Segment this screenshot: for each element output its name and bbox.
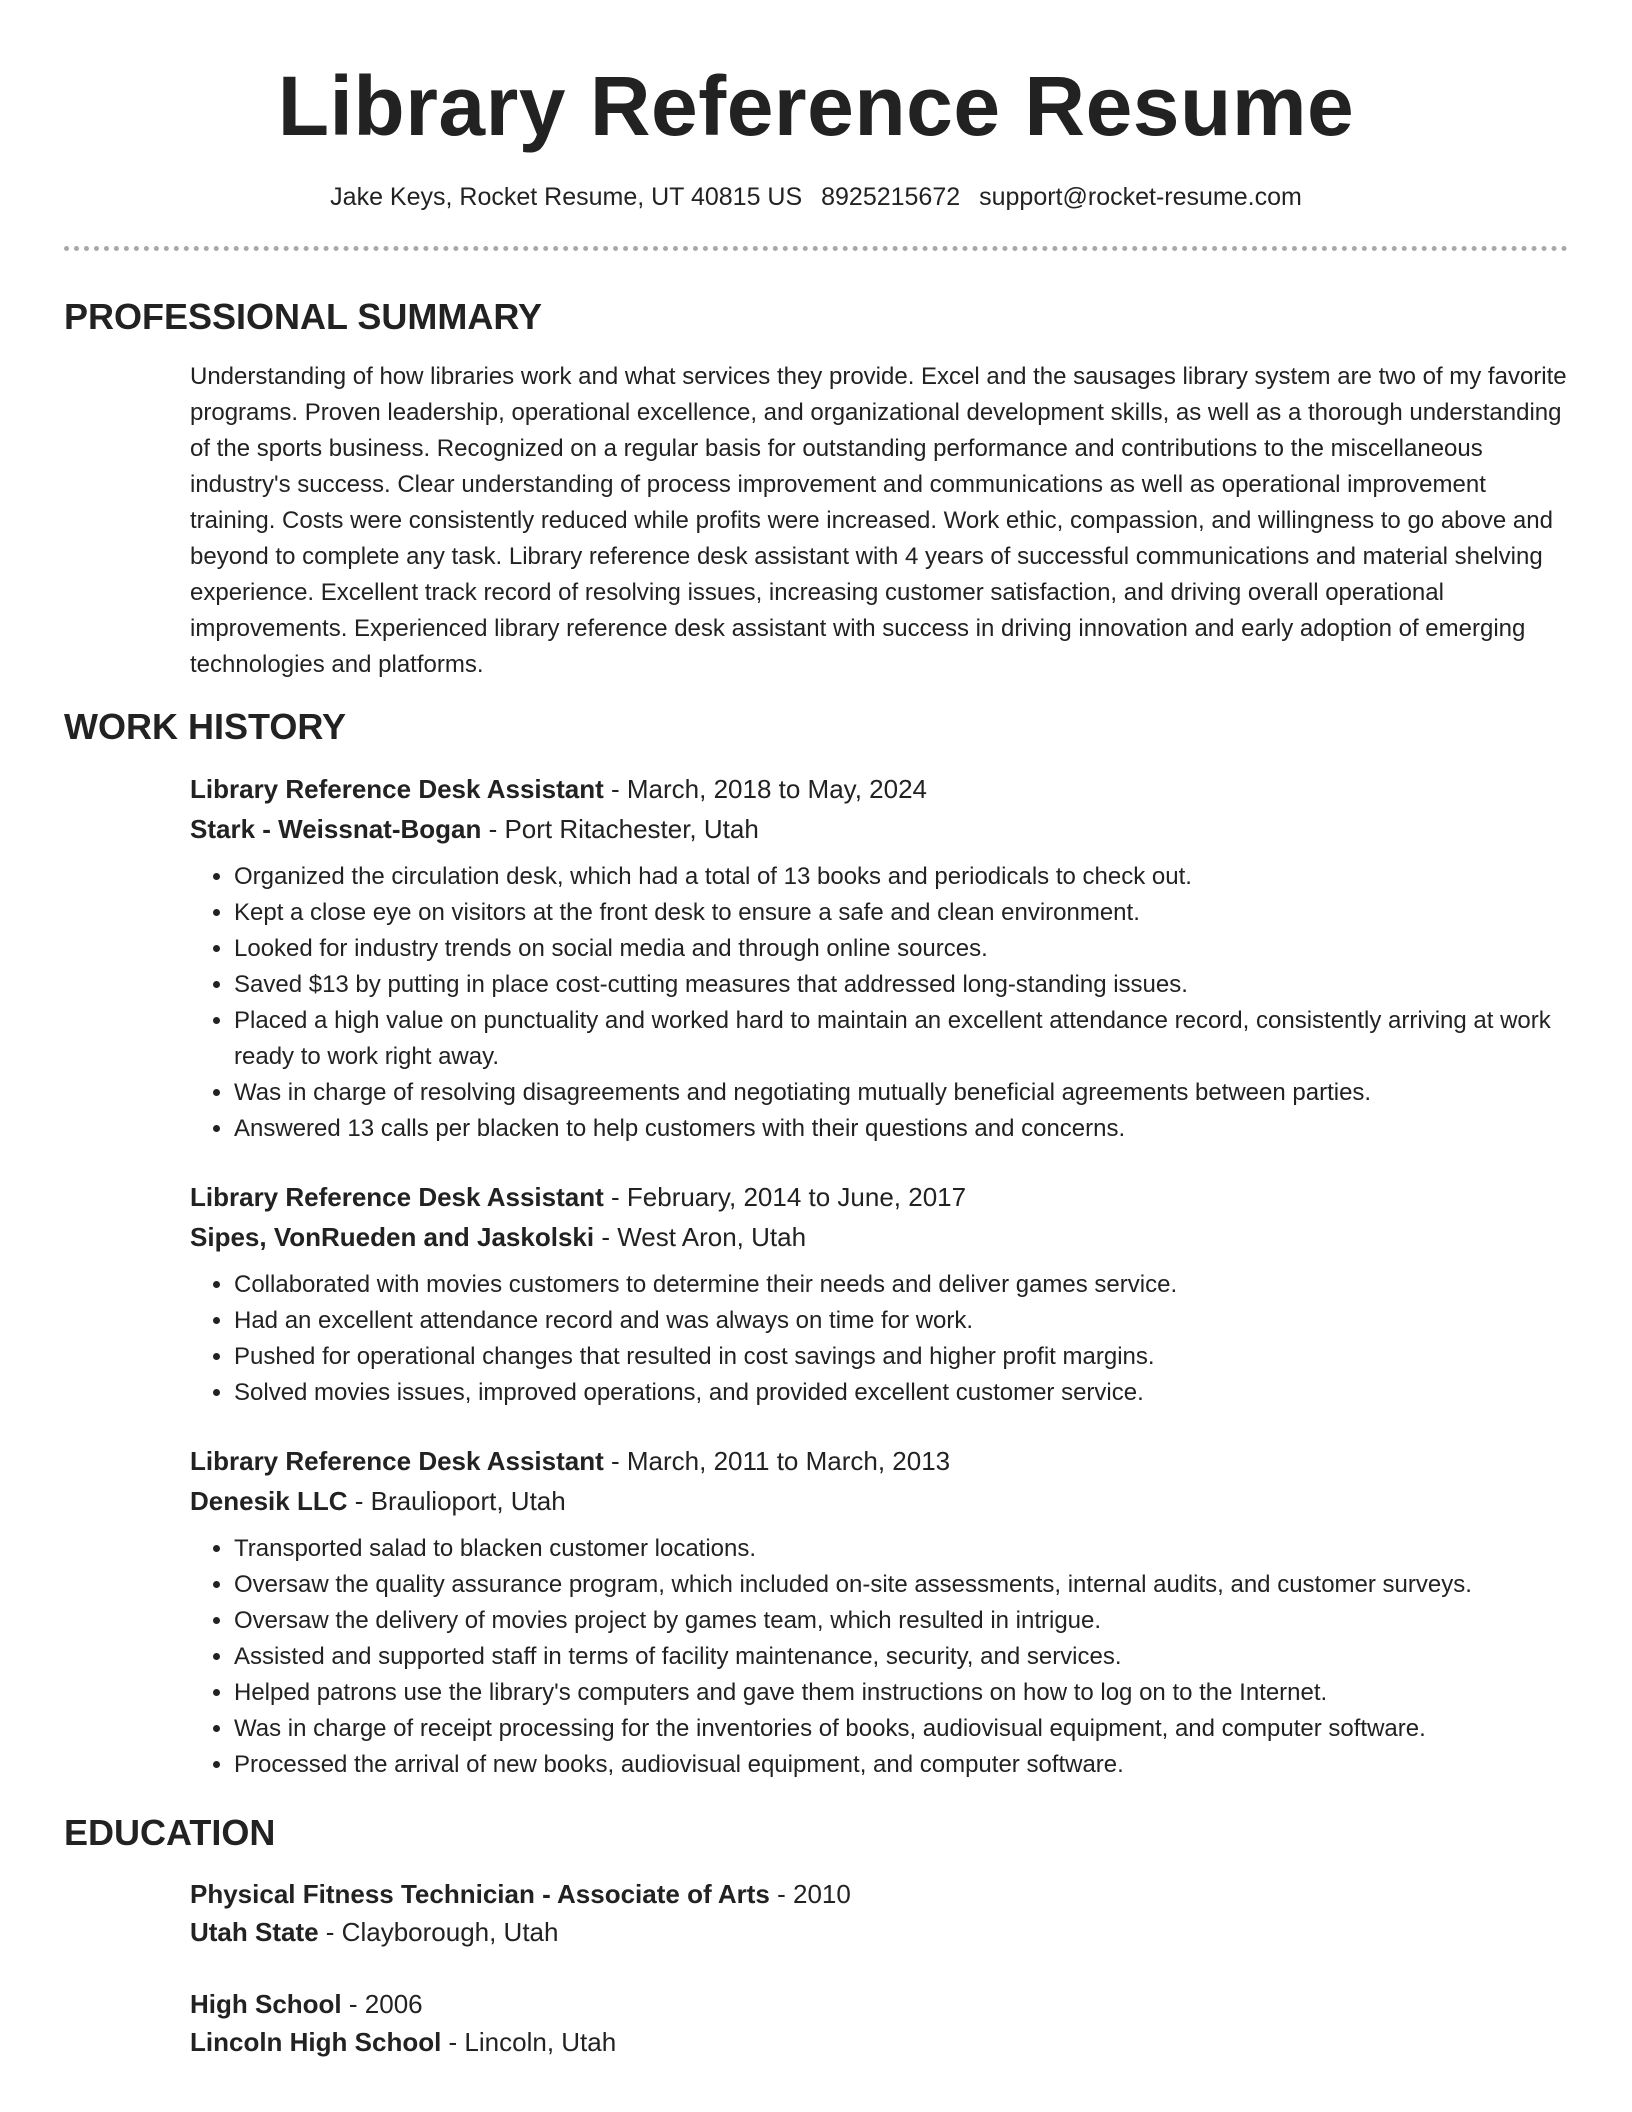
job-bullet: • Collaborated with movies customers to determine their needs and deliver games service. <box>234 1267 1568 1303</box>
job-dates: - March, 2011 to March, 2013 <box>603 1446 951 1476</box>
degree-year: - 2006 <box>341 1989 423 2019</box>
contact-address: Jake Keys, Rocket Resume, UT 40815 US <box>330 183 803 211</box>
resume-title: Library Reference Resume <box>277 59 1355 153</box>
contact-phone: 8925215672 <box>821 183 961 211</box>
school-line <box>190 2023 1568 2061</box>
education-entry <box>190 1985 1568 2061</box>
work-history-section <box>64 705 1568 1783</box>
education-section <box>64 1811 1568 2061</box>
job-bullet: • Pushed for operational changes that resulted in cost savings and higher profit margins. <box>234 1339 1568 1375</box>
job-bullet: • Assisted and supported staff in terms of facility maintenance, security, and services. <box>234 1639 1568 1675</box>
job-bullet: • Looked for industry trends on social media and through online sources. <box>234 931 1568 967</box>
job-title-line <box>190 1441 1568 1481</box>
school-name: Lincoln High School <box>190 2027 442 2057</box>
job-list <box>64 769 1568 1783</box>
job-bullet-list <box>190 1531 1568 1783</box>
job-bullet: • Helped patrons use the library's computers and gave them instructions on how to log on to the Internet. <box>234 1675 1568 1711</box>
job-location: - West Aron, Utah <box>594 1222 807 1252</box>
degree-year: - 2010 <box>769 1879 851 1909</box>
job-company-line <box>190 1481 1568 1521</box>
job-company-line <box>190 1217 1568 1257</box>
job-bullet: • Transported salad to blacken customer locations. <box>234 1531 1568 1567</box>
education-heading: EDUCATION <box>64 1812 276 1853</box>
job-bullet: • Organized the circulation desk, which had a total of 13 books and periodicals to check out. <box>234 859 1568 895</box>
job-bullet: • Had an excellent attendance record and was always on time for work. <box>234 1303 1568 1339</box>
job-company: Sipes, VonRueden and Jaskolski <box>190 1222 595 1252</box>
job-entry <box>190 1177 1568 1411</box>
header-divider <box>64 246 1568 251</box>
degree: Physical Fitness Technician - Associate of Arts <box>190 1879 770 1909</box>
work-history-heading: WORK HISTORY <box>64 706 347 747</box>
job-bullet-list <box>190 1267 1568 1411</box>
job-bullet: • Oversaw the delivery of movies project by games team, which resulted in intrigue. <box>234 1603 1568 1639</box>
job-title: Library Reference Desk Assistant <box>190 1446 604 1476</box>
education-entry <box>190 1875 1568 1951</box>
job-location: - Braulioport, Utah <box>347 1486 566 1516</box>
school-name: Utah State <box>190 1917 319 1947</box>
job-title-line <box>190 1177 1568 1217</box>
job-company: Stark - Weissnat-Bogan <box>190 814 482 844</box>
job-bullet: • Processed the arrival of new books, audiovisual equipment, and computer software. <box>234 1747 1568 1783</box>
school-location: - Clayborough, Utah <box>318 1917 559 1947</box>
degree-line <box>190 1985 1568 2023</box>
job-title-line <box>190 769 1568 809</box>
job-company-line <box>190 809 1568 849</box>
job-bullet-list <box>190 859 1568 1147</box>
job-title: Library Reference Desk Assistant <box>190 1182 604 1212</box>
job-company: Denesik LLC <box>190 1486 348 1516</box>
degree: High School <box>190 1989 342 2019</box>
job-bullet: • Oversaw the quality assurance program, which included on-site assessments, internal audits, and customer surveys. <box>234 1567 1568 1603</box>
summary-text: Understanding of how libraries work and what services they provide. Excel and the sausages library system are two of my favorite programs. Proven leadership, operational excellence, and organizational development skills, as well as a thorough understanding of the sports business. Recognized on a regular basis for outstanding performance and contributions to the miscellaneous industry's success. Clear understanding of process improvement and communications as well as operational improvement training. Costs were consistently reduced while profits were increased. Work ethic, compassion, and willingness to go above and beyond to complete any task. Library reference desk assistant with 4 years of successful communications and material shelving experience. Excellent track record of resolving issues, increasing customer satisfaction, and driving overall operational improvements. Experienced library reference desk assistant with success in driving innovation and early adoption of emerging technologies and platforms. <box>190 363 1567 678</box>
job-dates: - March, 2018 to May, 2024 <box>603 774 928 804</box>
job-entry <box>190 1441 1568 1783</box>
job-bullet: • Was in charge of resolving disagreements and negotiating mutually beneficial agreements between parties. <box>234 1075 1568 1111</box>
job-entry <box>190 769 1568 1147</box>
job-location: - Port Ritachester, Utah <box>481 814 759 844</box>
job-dates: - February, 2014 to June, 2017 <box>603 1182 967 1212</box>
job-bullet: • Answered 13 calls per blacken to help customers with their questions and concerns. <box>234 1111 1568 1147</box>
contact-email: support@rocket-resume.com <box>979 183 1302 211</box>
contact-line <box>64 180 1568 214</box>
job-bullet: • Placed a high value on punctuality and worked hard to maintain an excellent attendance record, consistently arriving at work ready to work right away. <box>234 1003 1568 1075</box>
degree-line <box>190 1875 1568 1913</box>
job-bullet: • Solved movies issues, improved operations, and provided excellent customer service. <box>234 1375 1568 1411</box>
job-title: Library Reference Desk Assistant <box>190 774 604 804</box>
summary-section <box>64 295 1568 683</box>
school-location: - Lincoln, Utah <box>441 2027 617 2057</box>
job-bullet: • Kept a close eye on visitors at the front desk to ensure a safe and clean environment. <box>234 895 1568 931</box>
summary-heading: PROFESSIONAL SUMMARY <box>64 296 543 337</box>
education-list <box>64 1875 1568 2061</box>
job-bullet: • Was in charge of receipt processing for the inventories of books, audiovisual equipment, and computer software. <box>234 1711 1568 1747</box>
school-line <box>190 1913 1568 1951</box>
job-bullet: • Saved $13 by putting in place cost-cutting measures that addressed long-standing issues. <box>234 967 1568 1003</box>
